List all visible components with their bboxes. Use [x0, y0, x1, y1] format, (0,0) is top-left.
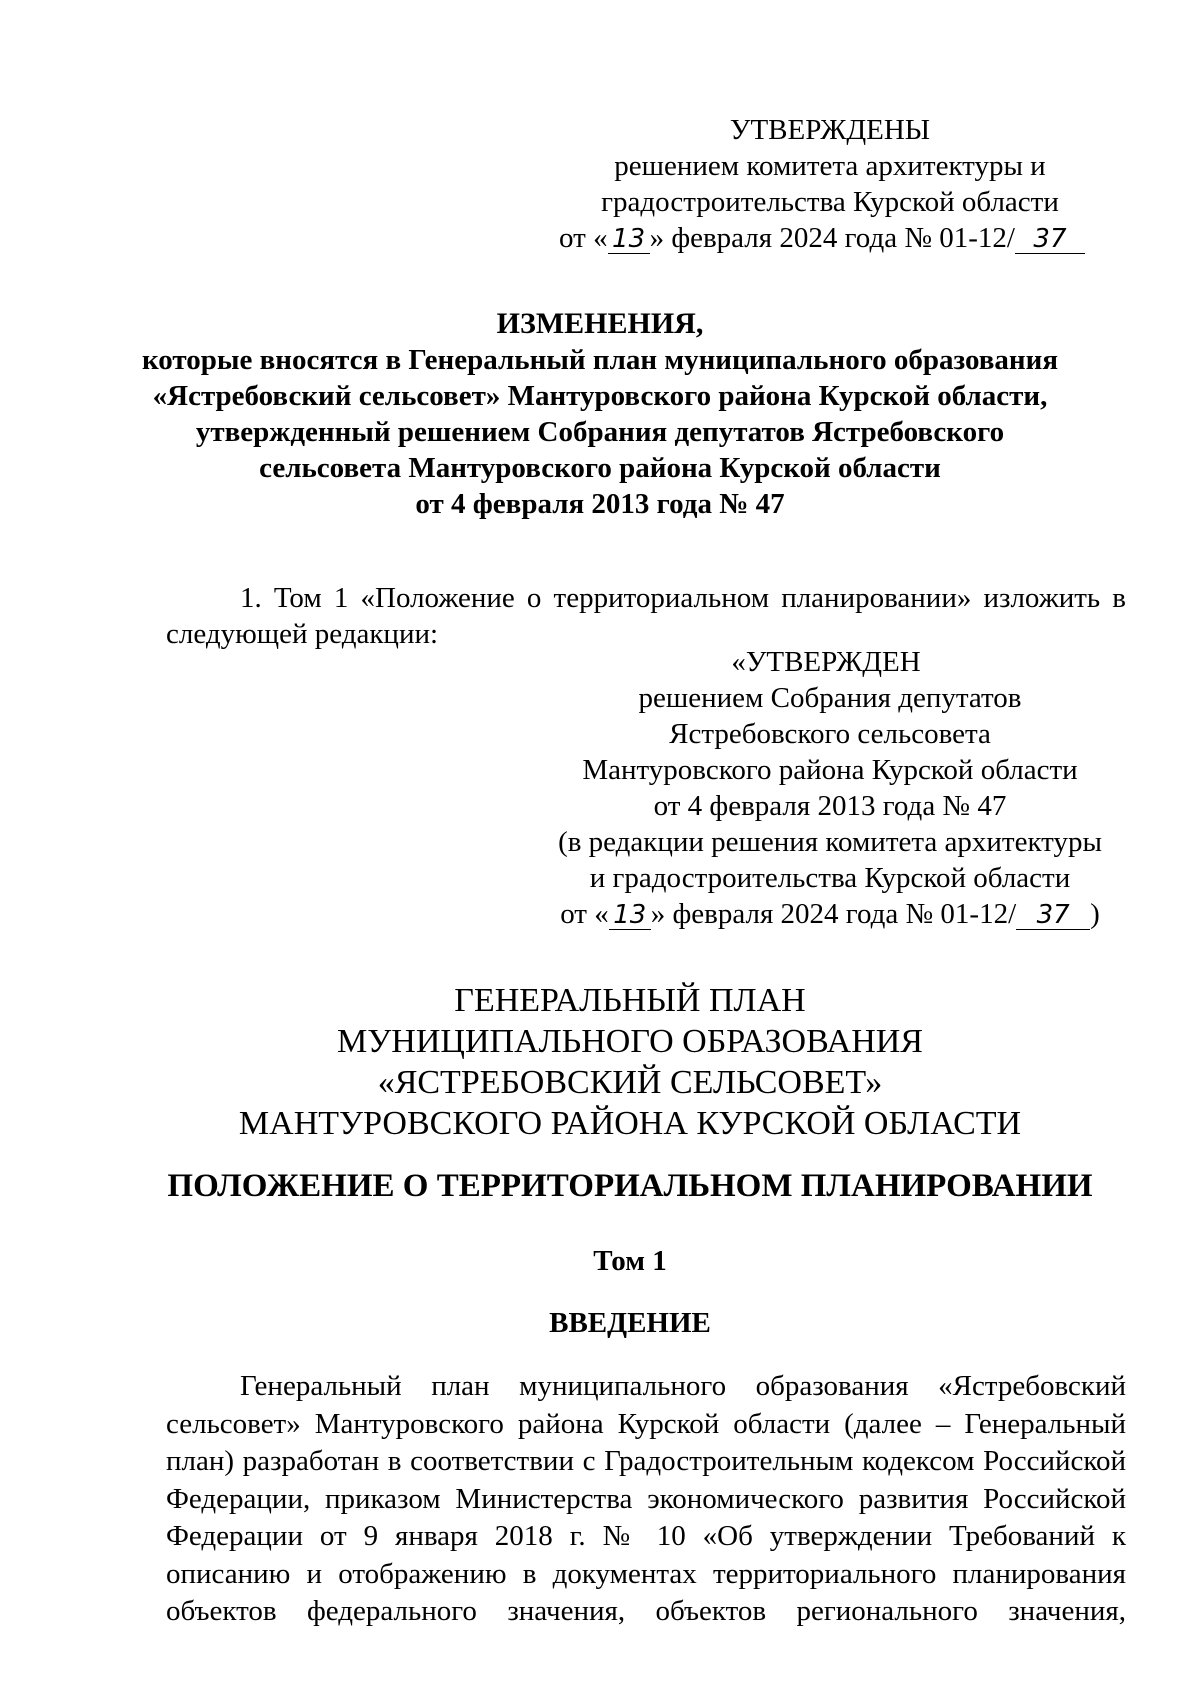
- document-title-line: ГЕНЕРАЛЬНЫЙ ПЛАН: [454, 982, 806, 1019]
- approval-block: [540, 112, 1120, 256]
- approval-line: решением комитета архитектуры и: [614, 150, 1046, 182]
- section-title: ПОЛОЖЕНИЕ О ТЕРРИТОРИАЛЬНОМ ПЛАНИРОВАНИИ: [167, 1168, 1093, 1204]
- approval-date: от « 13 » февраля 2024 года № 01-12/ 37: [532, 220, 1112, 256]
- inner-approval-line: и градостроительства Курской области: [589, 862, 1071, 894]
- handwritten-number: 37: [1015, 225, 1085, 254]
- handwritten-day: 13: [608, 225, 650, 254]
- inner-approval-block: [520, 644, 1140, 932]
- item-1-line: 1. Том 1 «Положение о территориальном планировании» изложить в: [240, 582, 1126, 614]
- changes-heading: [80, 306, 1120, 522]
- document-title-line: МАНТУРОВСКОГО РАЙОНА КУРСКОЙ ОБЛАСТИ: [238, 1105, 1022, 1142]
- handwritten-number: 37: [1016, 901, 1090, 930]
- intro-line: объектов федерального значения, объектов регионального значения,: [166, 1595, 1126, 1627]
- intro-line: Федерации от 9 января 2018 г. № 10 «Об утверждении Требований к: [166, 1520, 1126, 1552]
- intro-line: Федерации, приказом Министерства экономического развития Российской: [166, 1482, 1126, 1515]
- volume-label: Том 1: [593, 1245, 667, 1277]
- document-title: [140, 980, 1120, 1144]
- approval-title: УТВЕРЖДЕНЫ: [729, 114, 931, 146]
- approval-line: градостроительства Курской области: [601, 186, 1059, 218]
- inner-approval-line: решением Собрания депутатов: [638, 682, 1022, 714]
- document-title-line: «ЯСТРЕБОВСКИЙ СЕЛЬСОВЕТ»: [377, 1064, 883, 1101]
- changes-title: ИЗМЕНЕНИЯ,: [496, 307, 704, 340]
- handwritten-day: 13: [609, 901, 651, 930]
- changes-line: от 4 февраля 2013 года № 47: [415, 488, 785, 520]
- changes-line: которые вносятся в Генеральный план муниципального образования: [141, 344, 1059, 376]
- inner-approval-date: от « 13 » февраля 2024 года № 01-12/ 37 ): [560, 898, 1100, 930]
- item-1-line: следующей редакции:: [166, 618, 439, 650]
- inner-approval-title: «УТВЕРЖДЕН: [731, 646, 921, 678]
- intro-paragraph: [166, 1368, 1126, 1631]
- document-title-line: МУНИЦИПАЛЬНОГО ОБРАЗОВАНИЯ: [337, 1023, 923, 1060]
- changes-line: «Ястребовский сельсовет» Мантуровского района Курской области,: [152, 380, 1048, 412]
- inner-approval-line: Мантуровского района Курской области: [582, 754, 1078, 786]
- intro-line: план) разработан в соответствии с Градостроительным кодексом Российской: [166, 1445, 1126, 1477]
- changes-line: утвержденный решением Собрания депутатов Ястребовского: [195, 416, 1005, 448]
- item-1: [166, 580, 1126, 652]
- intro-line: Генеральный план муниципального образования «Ястребовский: [240, 1370, 1126, 1402]
- intro-line: описанию и отображению в документах территориального планирования: [166, 1557, 1126, 1590]
- inner-approval-line: Ястребовского сельсовета: [669, 718, 991, 750]
- inner-approval-line: (в редакции решения комитета архитектуры: [558, 826, 1102, 858]
- intro-line: сельсовет» Мантуровского района Курской области (далее – Генеральный: [166, 1407, 1126, 1440]
- intro-heading: ВВЕДЕНИЕ: [549, 1307, 711, 1339]
- changes-line: сельсовета Мантуровского района Курской области: [259, 452, 941, 484]
- inner-approval-line: от 4 февраля 2013 года № 47: [653, 790, 1007, 822]
